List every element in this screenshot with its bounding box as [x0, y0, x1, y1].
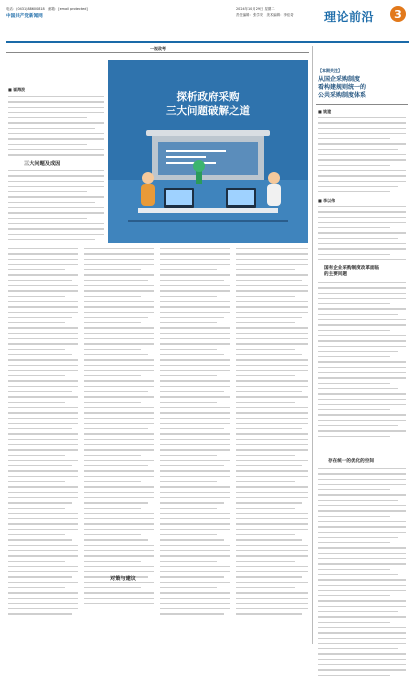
- sidebar-text-2: [318, 206, 406, 264]
- section-title: 理论前沿: [324, 10, 375, 24]
- sidebar-subhead-1-line1: 国有企业采购制度改革面临: [324, 266, 380, 271]
- column-tag: 一视政考: [150, 46, 166, 51]
- article-banner: [108, 60, 308, 243]
- subhead-solutions: 对策与建议: [110, 576, 136, 582]
- article-title-line2: 三大问题破解之道: [166, 105, 250, 117]
- text-column-1-bottom: [8, 248, 78, 619]
- sidebar-title-line2: 看构建规则统一的: [318, 84, 367, 91]
- sidebar-title-rule: [316, 104, 408, 105]
- sidebar-title-line3: 公共采购制度体系: [318, 92, 367, 99]
- page-number-badge: 3: [390, 6, 406, 22]
- page-header: [6, 2, 409, 36]
- header-logo: 中国共产党新闻网: [6, 14, 43, 19]
- text-column-1-top: [8, 96, 104, 160]
- header-contact: 电话：(0431)88600818 邮箱：[email protected]: [6, 7, 88, 11]
- article-author: ■ 崔海波: [8, 87, 26, 92]
- column-tag-rule: [6, 52, 309, 53]
- text-column-1-mid: [8, 170, 104, 244]
- sidebar-text-3: [318, 282, 406, 441]
- sidebar-subhead-1-line2: 的主要问题: [324, 272, 347, 277]
- sidebar-title: [318, 76, 408, 100]
- sidebar-subhead-1: [324, 266, 408, 278]
- sidebar-author-2: ■ 李以伟: [318, 198, 336, 203]
- sidebar-author-1: ■ 姚建: [318, 109, 332, 114]
- header-editors: 责任编辑：张学安 美术编辑：李佳奇: [236, 13, 294, 17]
- sidebar-box-label: 【本期关注】: [318, 68, 342, 73]
- sidebar-text-4: [318, 468, 406, 680]
- text-column-3-bottom: [160, 248, 230, 619]
- sidebar: [316, 46, 410, 646]
- sidebar-title-line1: 从国企采购制度: [318, 76, 361, 83]
- text-column-2-bottom: [84, 248, 154, 608]
- article-title-line1: 探析政府采购: [176, 91, 240, 103]
- banner-illustration: [108, 60, 308, 243]
- header-rule: [6, 41, 409, 43]
- column-divider: [312, 46, 313, 644]
- sidebar-subhead-2: 存在统一的优化的空间: [328, 459, 374, 464]
- sidebar-text-1: [318, 117, 406, 196]
- text-column-4-bottom: [236, 248, 308, 619]
- header-date: 2024年10月29日 星期二: [236, 7, 275, 11]
- subhead-problems: 三大问题及成因: [24, 161, 61, 167]
- article-title: [108, 90, 308, 118]
